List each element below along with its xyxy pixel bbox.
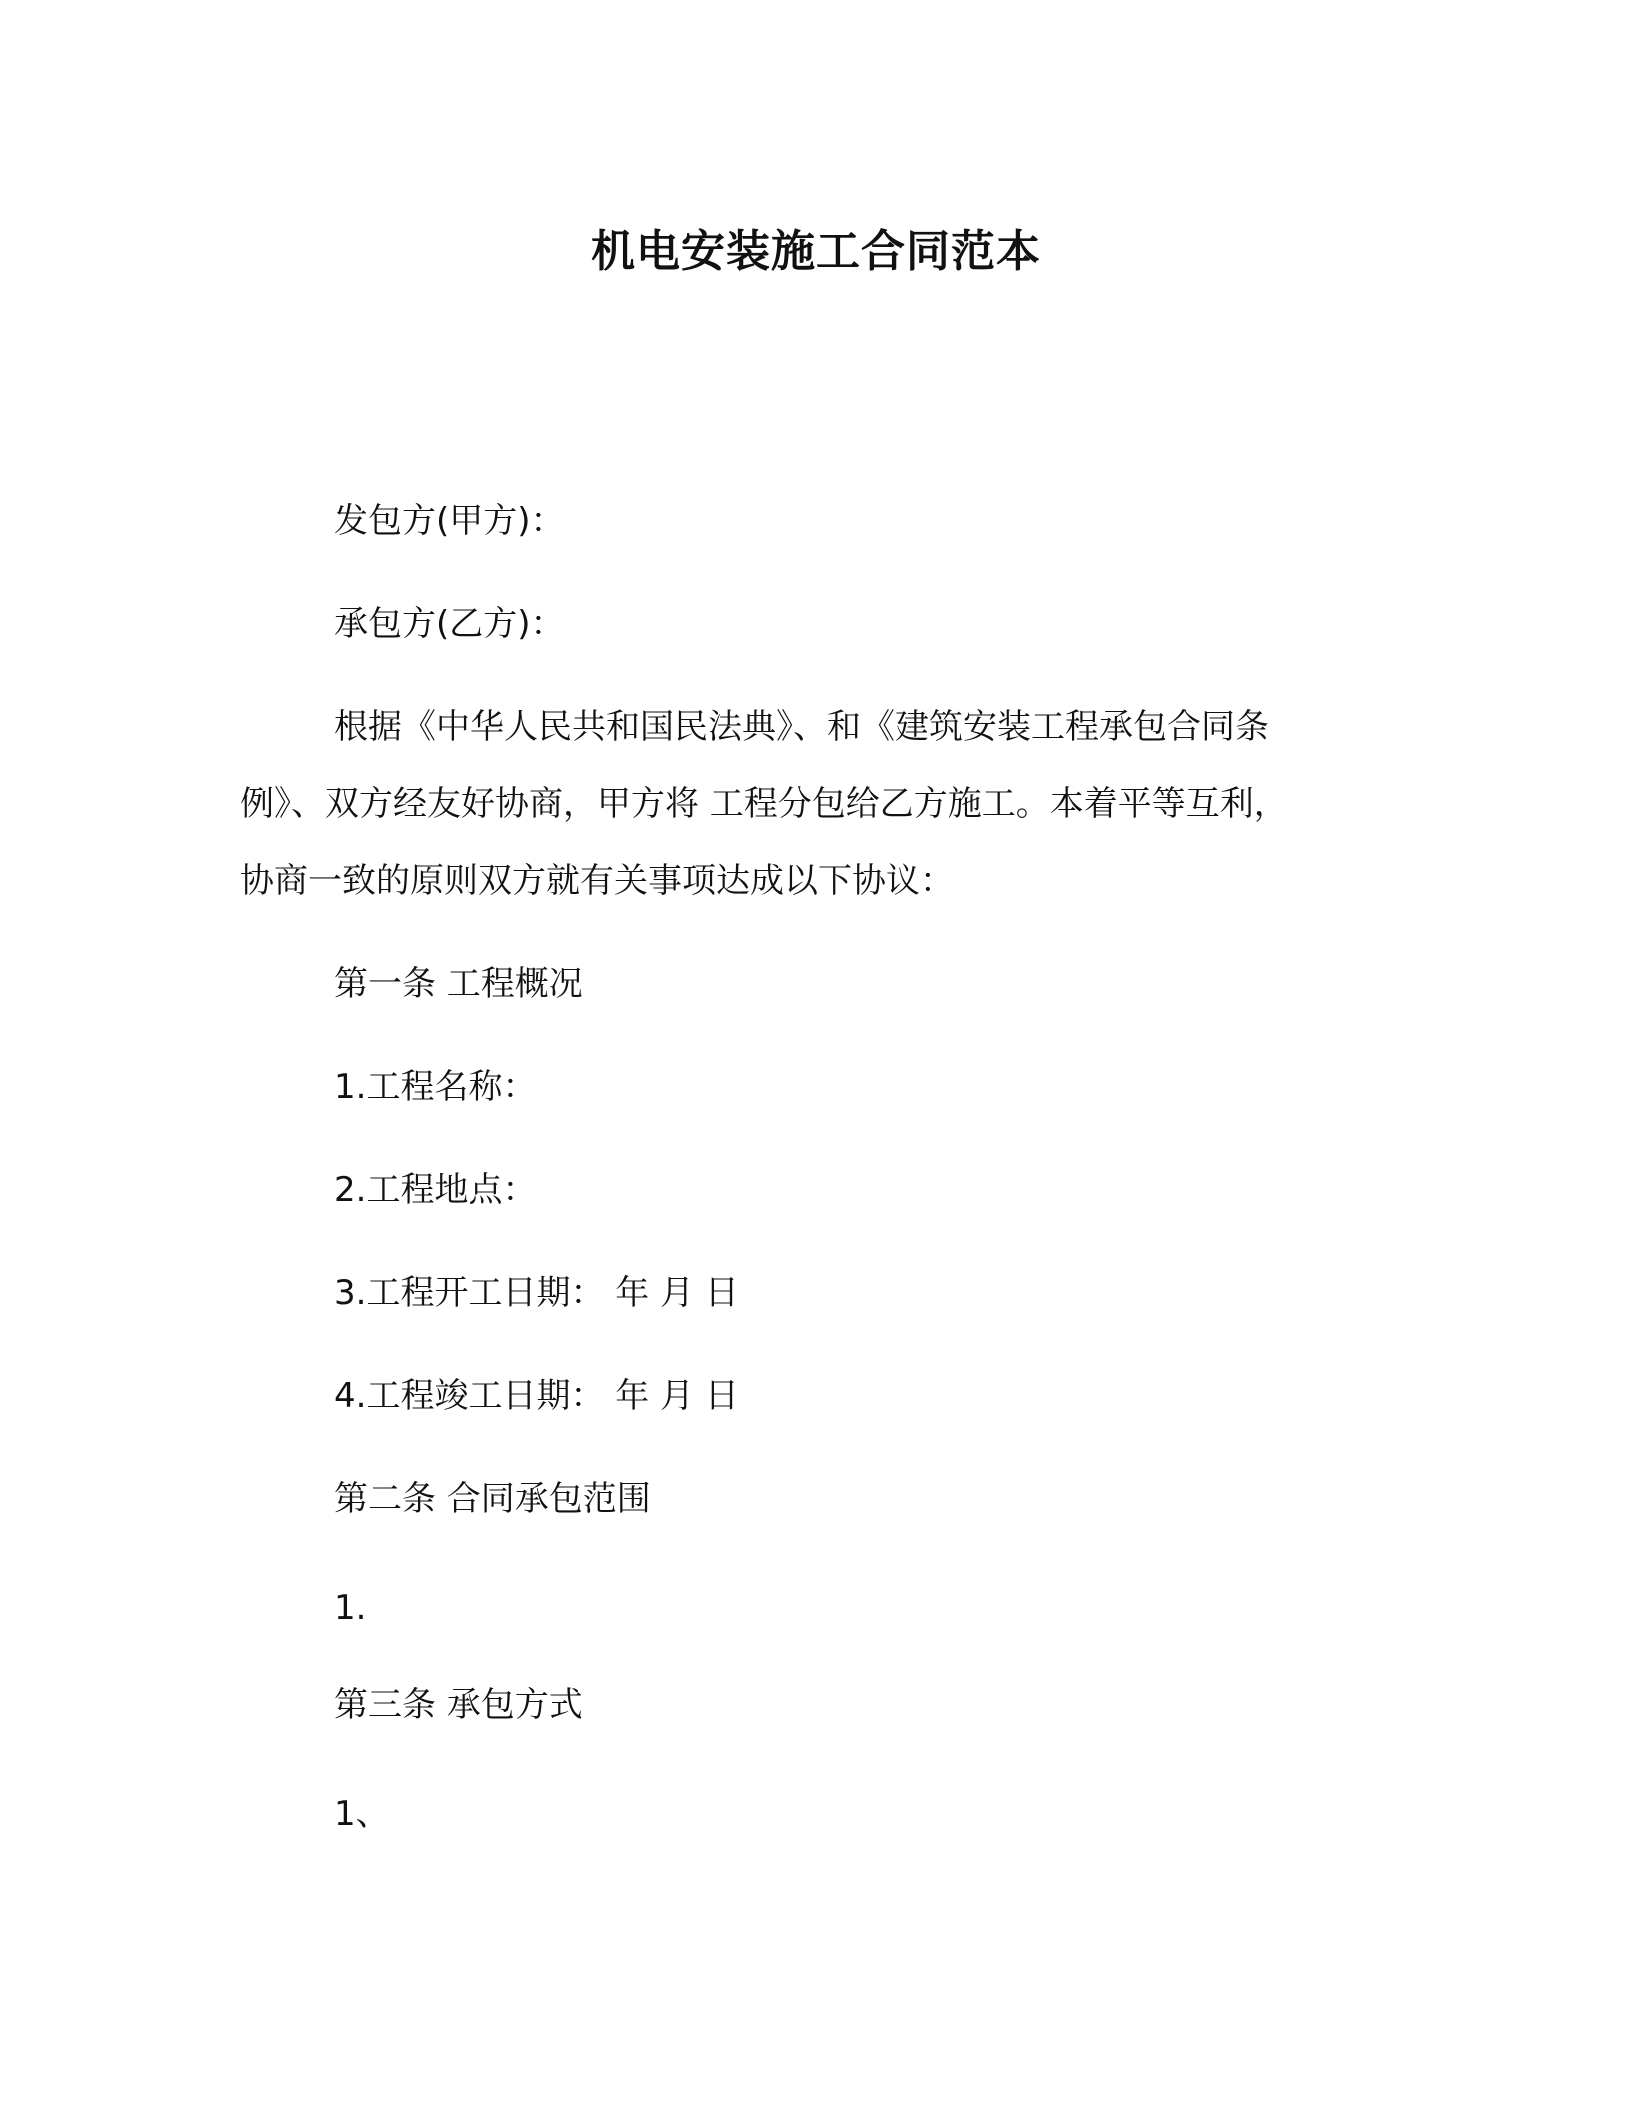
article2-item-1: 1. (334, 1588, 367, 1628)
document-title: 机电安装施工合同范本 (591, 226, 1041, 277)
article3-item-1: 1、 (334, 1794, 390, 1834)
article3-heading: 第三条 承包方式 (334, 1685, 583, 1725)
article1-heading: 第一条 工程概况 (334, 964, 583, 1004)
party-b-line: 承包方(乙方)： (334, 604, 565, 644)
preamble-line-1: 根据《中华人民共和国民法典》、和《建筑安装工程承包合同条 (334, 707, 1269, 747)
article1-item-4: 4.工程竣工日期： 年 月 日 (334, 1376, 739, 1416)
article1-item-1: 1.工程名称： (334, 1067, 537, 1107)
article1-item-2: 2.工程地点： (334, 1170, 537, 1210)
preamble-line-3: 协商一致的原则双方就有关事项达成以下协议： (240, 861, 954, 901)
article2-heading: 第二条 合同承包范围 (334, 1479, 651, 1519)
party-a-line: 发包方(甲方)： (334, 501, 565, 541)
preamble-line-2: 例》、双方经友好协商，甲方将 工程分包给乙方施工。本着平等互利， (240, 784, 1288, 824)
article1-item-3: 3.工程开工日期： 年 月 日 (334, 1273, 739, 1313)
